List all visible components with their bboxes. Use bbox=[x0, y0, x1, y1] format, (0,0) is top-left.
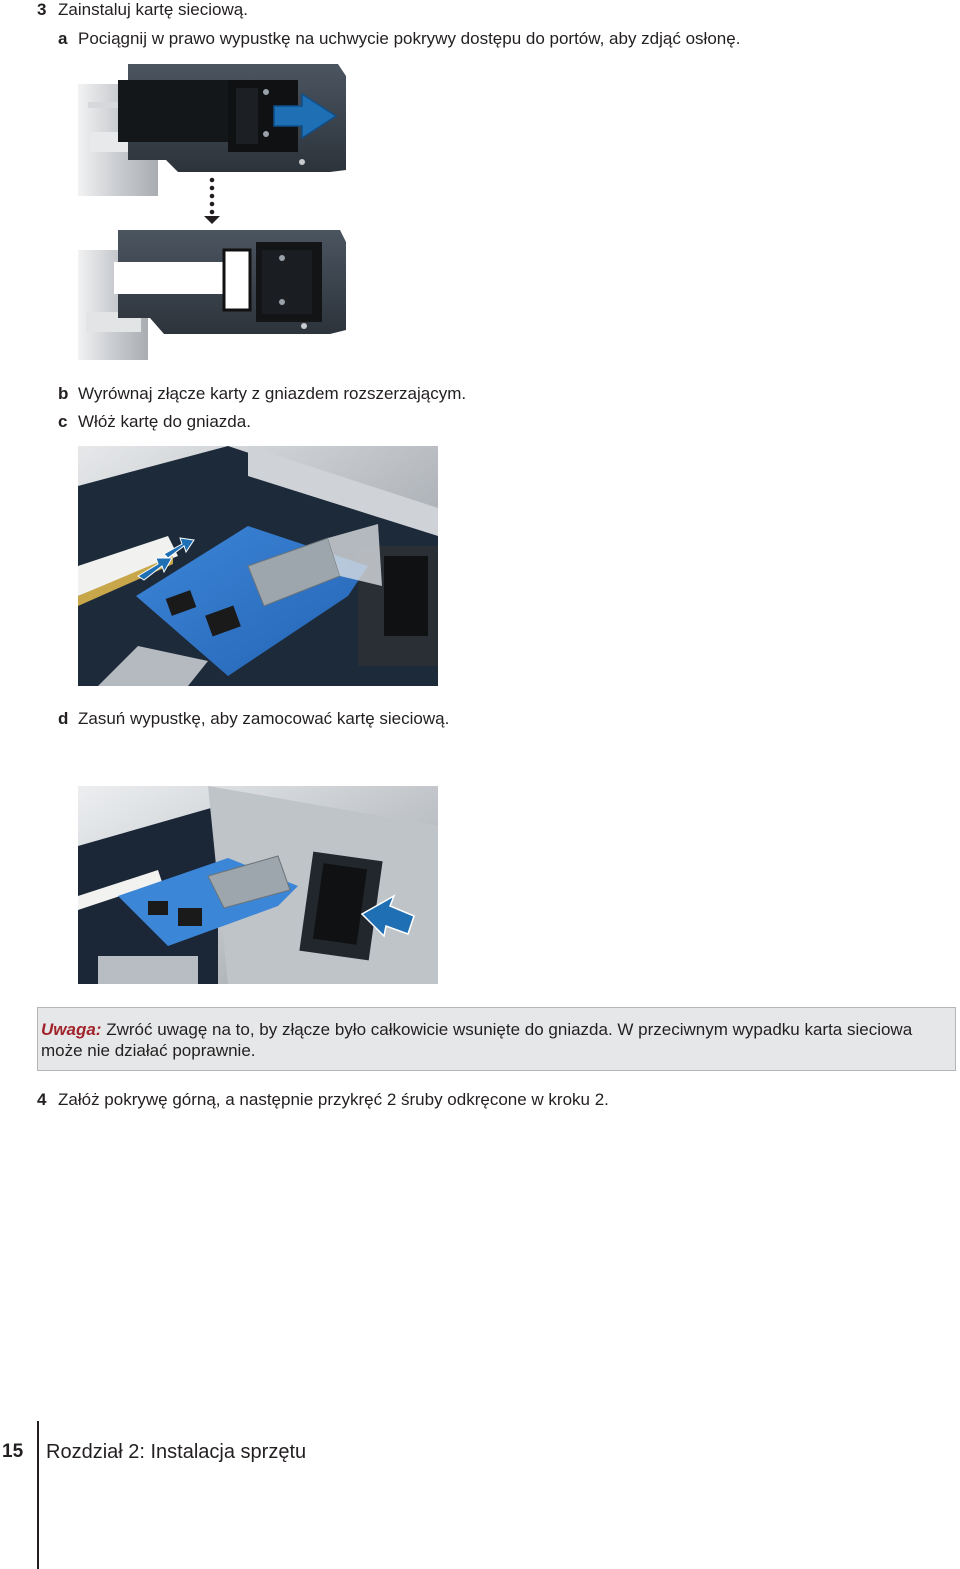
substep-a-text: Pociągnij w prawo wypustkę na uchwycie pokrywy dostępu do portów, aby zdjąć osłonę. bbox=[78, 29, 741, 48]
arrow-down-dotted-icon bbox=[204, 178, 220, 224]
note-body: Zwróć uwagę na to, by złącze było całkowicie wsunięte do gniazda. W przeciwnym wypadku karta sieciowa może nie działać poprawnie. bbox=[41, 1020, 913, 1060]
substep-c-text: Włóż kartę do gniazda. bbox=[78, 412, 251, 431]
note-box bbox=[37, 1007, 956, 1071]
figure-remove-cover bbox=[78, 62, 350, 362]
substep-b-letter: b bbox=[58, 384, 69, 403]
step-4-number: 4 bbox=[37, 1090, 47, 1109]
figure-insert-card bbox=[78, 446, 438, 686]
substep-b-text: Wyrównaj złącze karty z gniazdem rozszerzającym. bbox=[78, 384, 467, 403]
chapter-title: Rozdział 2: Instalacja sprzętu bbox=[46, 1441, 307, 1463]
substep-d-letter: d bbox=[58, 709, 69, 728]
substep-d-text: Zasuń wypustkę, aby zamocować kartę sieciową. bbox=[78, 709, 450, 728]
page-number: 15 bbox=[2, 1441, 24, 1462]
step-3-title: Zainstaluj kartę sieciową. bbox=[58, 0, 248, 19]
substep-c-letter: c bbox=[58, 412, 68, 431]
note-text bbox=[41, 1019, 946, 1061]
footer-divider bbox=[37, 1421, 39, 1569]
cover-bottom-view bbox=[78, 230, 346, 360]
note-label: Uwaga: bbox=[41, 1020, 102, 1039]
substep-a-letter: a bbox=[58, 29, 68, 48]
step-3-number: 3 bbox=[37, 0, 47, 19]
figure-secure-card bbox=[78, 786, 438, 984]
step-4-text: Załóż pokrywę górną, a następnie przykręć 2 śruby odkręcone w kroku 2. bbox=[58, 1090, 609, 1109]
cover-top-view bbox=[78, 64, 346, 196]
